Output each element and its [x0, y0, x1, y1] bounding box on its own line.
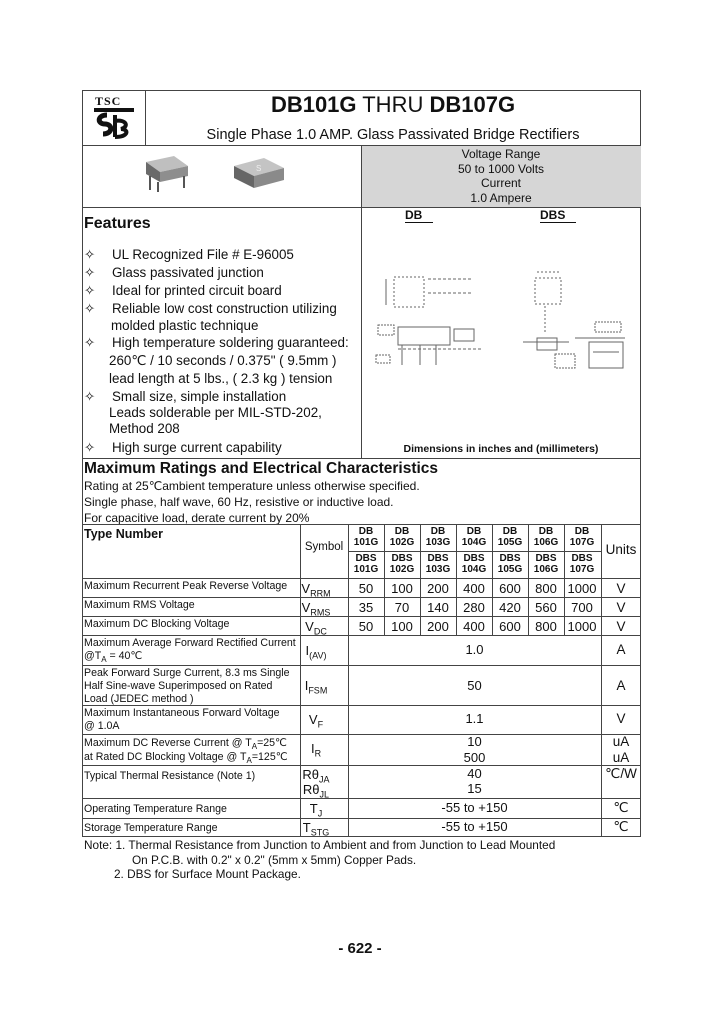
star-bullet-icon: ✧: [84, 265, 96, 280]
symbol-iav: $I_{(AV)}$: [305, 643, 327, 661]
value-cell: 100: [391, 619, 413, 634]
value-cell: 700: [571, 600, 593, 615]
table-row-line: [82, 705, 641, 706]
part-number-db103g: DB 103G: [425, 526, 451, 548]
param-ifsm: Peak Forward Surge Current, 8.3 ms Single: [84, 667, 290, 679]
features-bottom-line: [82, 458, 641, 459]
unit-ifsm: A: [616, 678, 626, 693]
dbs-package-image: [230, 154, 288, 194]
unit-iav: A: [616, 642, 626, 657]
page-title: DB101G THRU DB107G: [270, 92, 516, 117]
tsc-logo-icon: [93, 107, 135, 141]
unit-ir-25c: uA: [612, 734, 630, 749]
value-rth-jl: 15: [467, 781, 482, 796]
param-iav: Maximum Average Forward Rectified Current: [84, 637, 296, 649]
value-cell: 200: [427, 619, 449, 634]
value-cell: 200: [427, 581, 449, 596]
note-1: Note: 1. Thermal Resistance from Junction to Ambient and from Junction to Lead Mounted: [84, 838, 556, 852]
param-thermal-resistance: Typical Thermal Resistance (Note 1): [84, 770, 256, 782]
part-number-dbs104g: DBS 104G: [461, 553, 487, 575]
feature-item-continued: lead length at 5 lbs., ( 2.3 kg ) tension: [109, 371, 333, 386]
dimensions-caption: Dimensions in inches and (millimeters): [403, 443, 599, 455]
symbol-tstg: $T_{STG}$: [302, 820, 330, 838]
star-bullet-icon: ✧: [84, 440, 96, 455]
page-number: - 622 -: [338, 940, 382, 957]
feature-item: ✧ Ideal for printed circuit board: [84, 283, 282, 298]
feature-item: ✧ High surge current capability: [84, 440, 282, 455]
star-bullet-icon: ✧: [84, 247, 96, 262]
value-ifsm: 50: [467, 678, 482, 693]
part-number-dbs107g: DBS 107G: [569, 553, 595, 575]
symbol-vrms: $V_{RMS}$: [301, 600, 331, 618]
current-value: 1.0 Ampere: [470, 190, 532, 205]
part-number-dbs101g: DBS 101G: [353, 553, 379, 575]
feature-item: ✧ Reliable low cost construction utilizing: [84, 301, 337, 316]
table-row-line: [82, 597, 641, 598]
rating-condition: For capacitive load, derate current by 20%: [84, 511, 310, 525]
feature-item: ✧ High temperature soldering guaranteed:: [84, 335, 349, 350]
param-vf-condition: @ 1.0A: [84, 720, 120, 732]
star-bullet-icon: ✧: [84, 335, 96, 350]
part-number-db107g: DB 107G: [569, 526, 595, 548]
value-cell: 100: [391, 581, 413, 596]
value-cell: 400: [463, 619, 485, 634]
voltage-range-label: Voltage Range: [461, 147, 541, 161]
rating-condition: Rating at 25℃ambient temperature unless otherwise specified.: [84, 479, 420, 493]
value-cell: 70: [394, 600, 410, 615]
value-ir-125c: 500: [463, 750, 486, 765]
symbol-ir: $I_R$: [310, 741, 322, 759]
value-cell: 35: [358, 600, 374, 615]
param-vdc: Maximum DC Blocking Voltage: [84, 618, 230, 630]
unit-ir-125c: uA: [612, 750, 630, 765]
value-cell: 1000: [567, 619, 597, 634]
part-number-db106g: DB 106G: [533, 526, 559, 548]
value-cell: 600: [499, 619, 521, 634]
db-package-image: [140, 152, 192, 192]
symbol-tj: $T_J$: [309, 801, 323, 819]
part-number-dbs106g: DBS 106G: [533, 553, 559, 575]
symbol-header: Symbol: [304, 541, 344, 553]
value-cell: 400: [463, 581, 485, 596]
param-iav-condition: $@T_A$ = 40℃: [84, 650, 143, 665]
value-cell: 50: [358, 619, 374, 634]
value-cell: 600: [499, 581, 521, 596]
current-label: Current: [480, 176, 521, 190]
value-cell: 140: [427, 600, 449, 615]
value-cell: 1000: [567, 581, 597, 596]
logo-text: TSC: [95, 94, 122, 108]
value-vf: 1.1: [465, 711, 484, 726]
symbol-rth-ja: $R\theta_{JA}$: [302, 767, 330, 785]
unit-vf: V: [616, 711, 626, 726]
part-number-dbs105g: DBS 105G: [497, 553, 523, 575]
symbol-rth-jl: $R\theta_{JL}$: [302, 782, 330, 800]
value-cell: 280: [463, 600, 485, 615]
feature-item-continued: 260℃ / 10 seconds / 0.375" ( 9.5mm ): [109, 353, 337, 368]
value-tstg: -55 to +150: [441, 819, 508, 834]
db-dimension-drawing: [372, 265, 494, 375]
table-row-line: [82, 635, 641, 636]
svg-text:S: S: [256, 164, 262, 173]
symbol-vf: $V_F$: [308, 712, 324, 730]
param-ir: Maximum DC Reverse Current @ $T_A=25℃$: [84, 737, 287, 752]
table-row-line: [82, 578, 641, 579]
param-operating-temp: Operating Temperature Range: [84, 803, 227, 815]
value-cell: 800: [535, 619, 557, 634]
part-number-dbs102g: DBS 102G: [389, 553, 415, 575]
feature-item-continued: Method 208: [109, 421, 180, 436]
param-storage-temp: Storage Temperature Range: [84, 822, 218, 834]
table-top-line: [82, 524, 641, 525]
value-tj: -55 to +150: [441, 800, 508, 815]
unit-cell: V: [616, 581, 626, 596]
param-ifsm-line2: Half Sine-wave Superimposed on Rated: [84, 680, 273, 692]
value-iav: 1.0: [465, 642, 484, 657]
table-row-line: [82, 665, 641, 666]
table-row-line: [82, 798, 641, 799]
feature-item-continued: molded plastic technique: [111, 318, 259, 333]
unit-tj: ℃: [613, 800, 629, 815]
voltage-current-spec: [361, 146, 641, 208]
feature-item: ✧ Glass passivated junction: [84, 265, 264, 280]
star-bullet-icon: ✧: [84, 389, 96, 404]
units-header: Units: [605, 542, 637, 557]
ratings-heading: Maximum Ratings and Electrical Characteristics: [84, 460, 439, 477]
symbol-vrrm: $V_{RRM}$: [301, 581, 331, 599]
param-ifsm-line3: Load (JEDEC method ): [84, 693, 194, 705]
part-number-db101g: DB 101G: [353, 526, 379, 548]
param-ir-line2: at Rated DC Blocking Voltage @ $T_A=125℃$: [84, 751, 288, 766]
note-1-cont: On P.C.B. with 0.2" x 0.2" (5mm x 5mm) Copper Pads.: [132, 853, 417, 867]
param-vf: Maximum Instantaneous Forward Voltage: [84, 707, 280, 719]
unit-cell: V: [616, 600, 626, 615]
dbs-package-label: DBS: [540, 208, 576, 223]
part-number-db105g: DB 105G: [497, 526, 523, 548]
features-heading: Features: [84, 215, 151, 232]
unit-tstg: ℃: [613, 819, 629, 834]
star-bullet-icon: ✧: [84, 283, 96, 298]
dbs-dimension-drawing: [515, 262, 635, 377]
value-cell: 800: [535, 581, 557, 596]
value-cell: 560: [535, 600, 557, 615]
page-subtitle: Single Phase 1.0 AMP. Glass Passivated Bridge Rectifiers: [206, 127, 580, 143]
voltage-range-value: 50 to 1000 Volts: [457, 161, 545, 176]
value-rth-ja: 40: [467, 766, 482, 781]
feature-item: ✧ UL Recognized File # E-96005: [84, 247, 294, 262]
note-2: 2. DBS for Surface Mount Package.: [114, 867, 301, 881]
feature-item: ✧ Small size, simple installation: [84, 389, 287, 404]
symbol-ifsm: $I_{FSM}$: [304, 678, 328, 696]
value-cell: 420: [499, 600, 521, 615]
db-package-label: DB: [405, 208, 433, 223]
unit-cell: V: [616, 619, 626, 634]
part-number-dbs103g: DBS 103G: [425, 553, 451, 575]
star-bullet-icon: ✧: [84, 301, 96, 316]
part-number-db102g: DB 102G: [389, 526, 415, 548]
rating-condition: Single phase, half wave, 60 Hz, resistive or inductive load.: [84, 495, 394, 509]
unit-thermal: ℃/W: [605, 766, 637, 781]
param-vrrm: Maximum Recurrent Peak Reverse Voltage: [84, 580, 288, 592]
param-vrms: Maximum RMS Voltage: [84, 599, 195, 611]
type-number-header: Type Number: [84, 527, 163, 541]
part-number-db104g: DB 104G: [461, 526, 487, 548]
symbol-vdc: $V_{DC}$: [305, 619, 327, 637]
value-ir-25c: 10: [467, 734, 482, 749]
table-row-line: [82, 616, 641, 617]
feature-item-continued: Leads solderable per MIL-STD-202,: [109, 405, 322, 420]
value-cell: 50: [358, 581, 374, 596]
